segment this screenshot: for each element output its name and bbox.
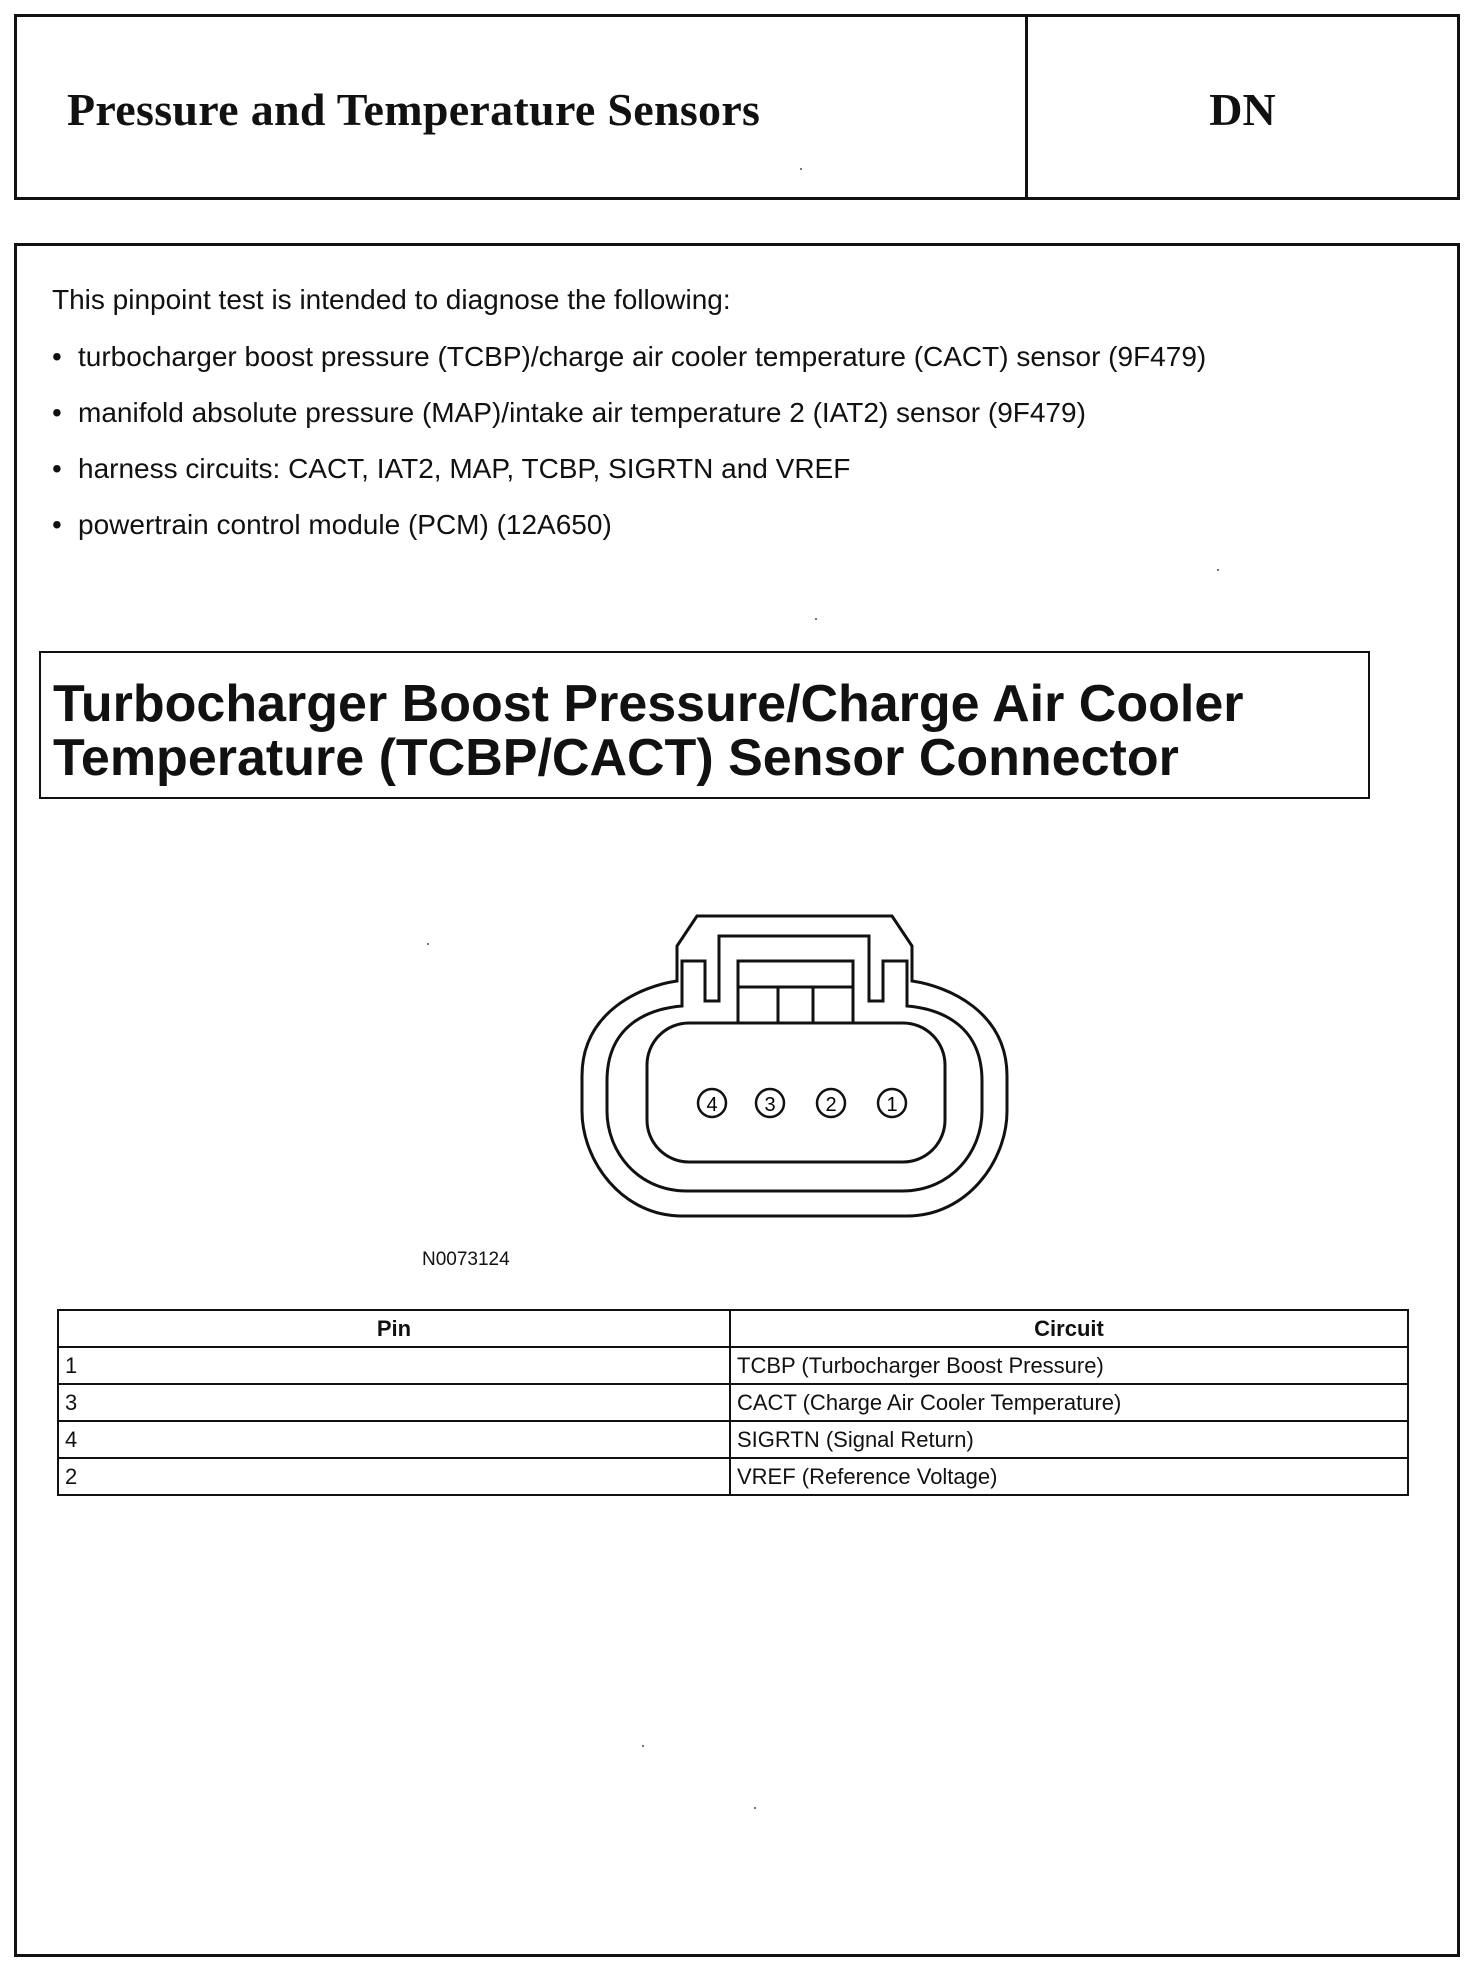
list-item: • manifold absolute pressure (MAP)/intake air temperature 2 (IAT2) sensor (9F479): [52, 399, 1206, 427]
scan-speck: [754, 1807, 756, 1809]
pin-cell: 2: [58, 1458, 730, 1495]
connector-title-box: [39, 651, 1370, 799]
table-header-row: [58, 1310, 1408, 1347]
circuit-cell: TCBP (Turbocharger Boost Pressure): [730, 1347, 1408, 1384]
connector-title-line-1: Turbocharger Boost Pressure/Charge Air Cooler: [53, 675, 1244, 733]
table-row: [58, 1458, 1408, 1495]
table-row: [58, 1421, 1408, 1458]
pin-cell: 3: [58, 1384, 730, 1421]
column-header-circuit: Circuit: [730, 1310, 1408, 1347]
table-row: [58, 1347, 1408, 1384]
pin-circuit-table: [57, 1309, 1409, 1496]
list-item: • turbocharger boost pressure (TCBP)/charge air cooler temperature (CACT) sensor (9F479): [52, 343, 1206, 371]
page-title: Pressure and Temperature Sensors: [67, 84, 761, 135]
section-code: DN: [1209, 84, 1276, 135]
table-row: [58, 1384, 1408, 1421]
intro-lead: This pinpoint test is intended to diagnose the following:: [52, 284, 731, 315]
pin-4-label: 4: [706, 1094, 718, 1116]
scan-speck: [800, 168, 802, 170]
scan-speck: [1217, 569, 1219, 571]
locking-tab: [738, 961, 853, 1023]
circuit-cell: SIGRTN (Signal Return): [730, 1421, 1408, 1458]
diagnosis-list: [52, 343, 1206, 567]
pin-cell: 4: [58, 1421, 730, 1458]
pin-1-label: 1: [886, 1094, 898, 1116]
scan-speck: [642, 1745, 644, 1747]
pin-3-label: 3: [764, 1094, 776, 1116]
circuit-cell: CACT (Charge Air Cooler Temperature): [730, 1384, 1408, 1421]
connector-title-line-2: Temperature (TCBP/CACT) Sensor Connector: [53, 729, 1179, 787]
list-item: • powertrain control module (PCM) (12A650): [52, 511, 1206, 539]
column-header-pin: Pin: [58, 1310, 730, 1347]
page-header: [14, 14, 1460, 200]
scan-speck: [427, 943, 429, 945]
connector-diagram: [467, 861, 1047, 1261]
content-panel: [14, 243, 1460, 1957]
figure-id: N0073124: [422, 1249, 510, 1270]
pin-2-label: 2: [825, 1094, 837, 1116]
circuit-cell: VREF (Reference Voltage): [730, 1458, 1408, 1495]
list-item: • harness circuits: CACT, IAT2, MAP, TCBP, SIGRTN and VREF: [52, 455, 1206, 483]
pin-cell: 1: [58, 1347, 730, 1384]
scan-speck: [815, 618, 817, 620]
